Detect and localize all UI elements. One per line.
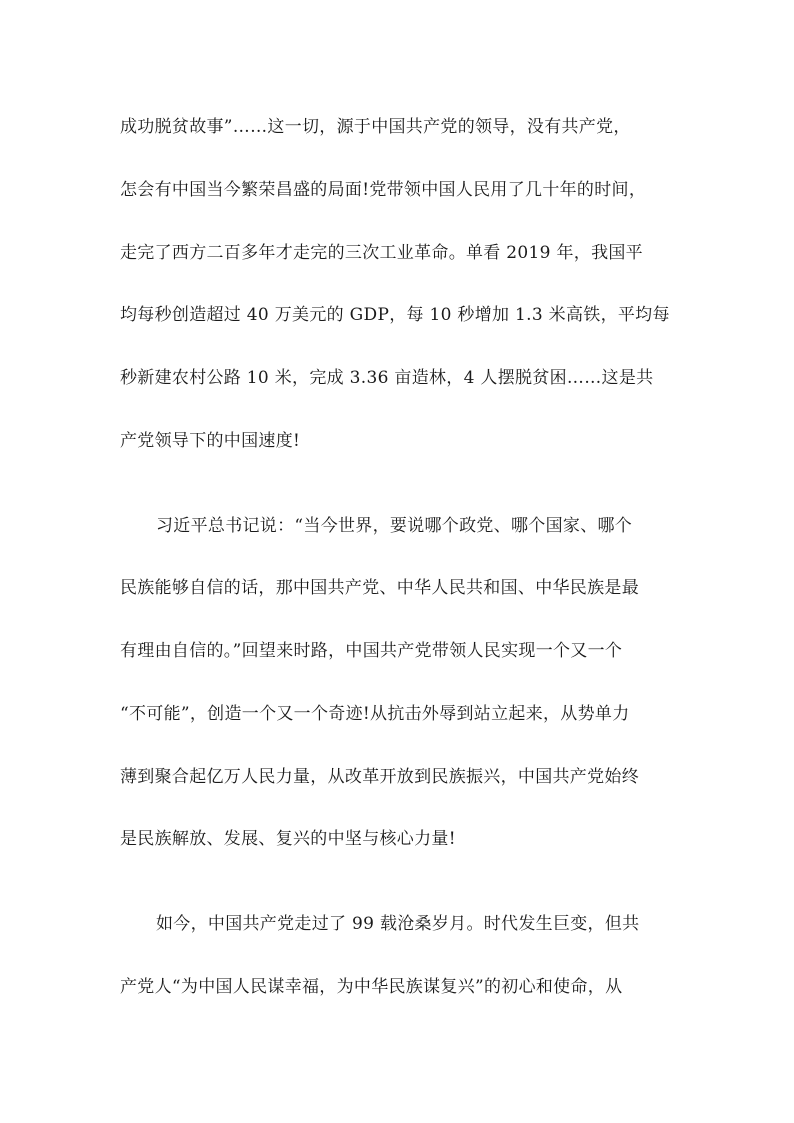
text-line: 走完了西方二百多年才走完的三次工业革命。单看 2019 年，我国平 [120, 243, 643, 263]
text-line: 成功脱贫故事”……这一切，源于中国共产党的领导，没有共产党， [120, 117, 631, 137]
text-line: 产党人“为中国人民谋幸福，为中华民族谋复兴”的初心和使命，从 [120, 977, 623, 997]
text-line: 怎会有中国当今繁荣昌盛的局面!党带领中国人民用了几十年的时间， [120, 180, 647, 200]
text-line: 均每秒创造超过 40 万美元的 GDP，每 10 秒增加 1.3 米高铁，平均每 [120, 305, 670, 325]
text-line: 是民族解放、发展、复兴的中坚与核心力量! [120, 829, 456, 849]
text-line: 产党领导下的中国速度! [120, 431, 301, 451]
text-line: 如今，中国共产党走过了 99 载沧桑岁月。时代发生巨变，但共 [156, 914, 640, 934]
text-line: 秒新建农村公路 10 米，完成 3.36 亩造林，4 人摆脱贫困……这是共 [120, 368, 654, 388]
text-line: 有理由自信的。”回望来时路，中国共产党带领人民实现一个又一个 [120, 641, 623, 661]
text-line: 民族能够自信的话，那中国共产党、中华人民共和国、中华民族是最 [120, 578, 639, 598]
text-line: 习近平总书记说：“当今世界，要说哪个政党、哪个国家、哪个 [156, 516, 633, 536]
text-line: “不可能”，创造一个又一个奇迹!从抗击外辱到站立起来，从势单力 [120, 704, 630, 724]
text-line: 薄到聚合起亿万人民力量，从改革开放到民族振兴，中国共产党始终 [120, 767, 639, 787]
